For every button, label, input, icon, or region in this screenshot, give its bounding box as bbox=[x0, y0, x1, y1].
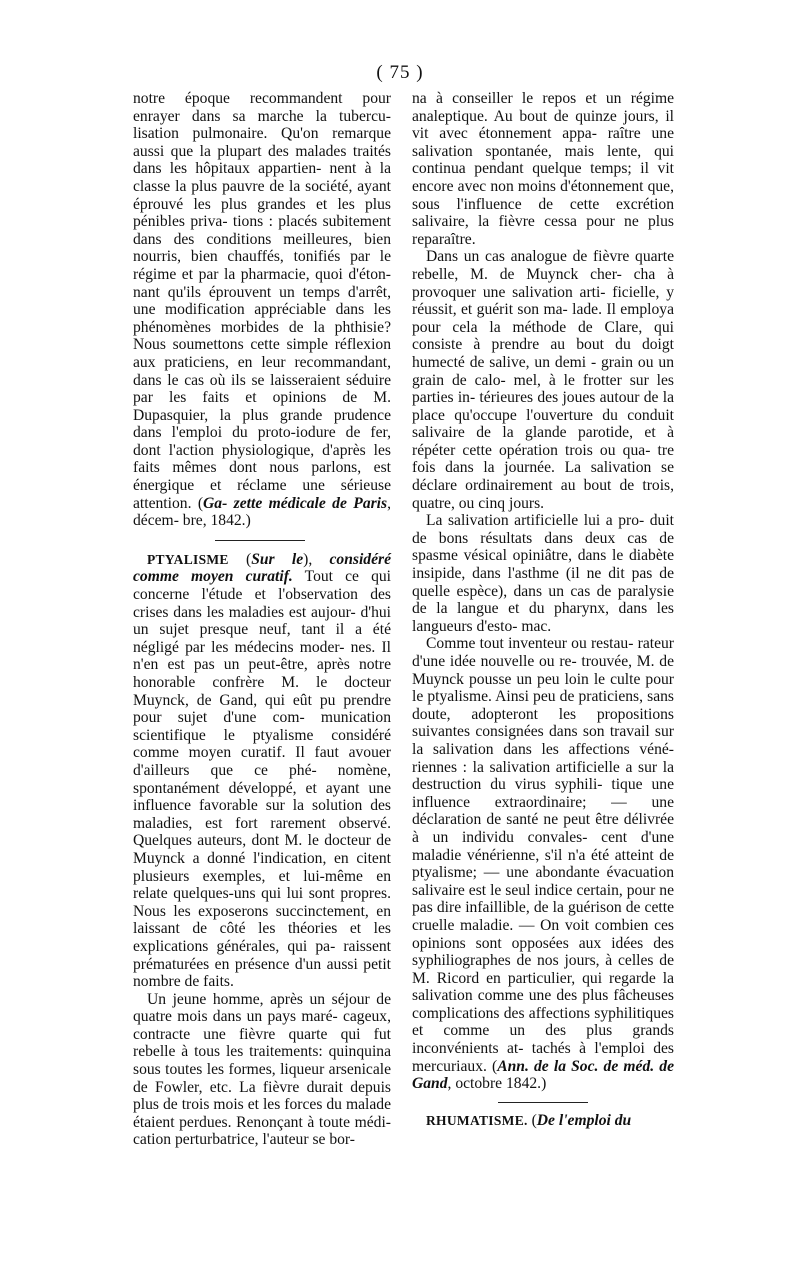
paragraph-ptyalisme bbox=[133, 551, 391, 991]
paragraph-jeune-homme: Un jeune homme, après un séjour de quatre mois dans un pays maré- cageux, contracte une fièvre quarte qui fut rebelle à tous les traitements: quinquina sous toutes les formes, liqueur arsenicale de Fowler, etc. La fièvre durait depuis plus de trois mois et les forces du malade étaient perdues. Renonçant à toute médi- cation perturbatrice, l'auteur se bor- bbox=[133, 990, 391, 1149]
paragraph-text: Comme tout inventeur ou restau- rateur d'une idée nouvelle ou re- trouvée, M. de Muynck pousse un peu loin le culte pour le ptyalisme. Ainsi peu de praticiens, sans doute, adopteront les propositions suivantes consignées dans son travail sur la salivation dans les affections véné- riennes : la salivation artificielle a sur la destruction du virus syphili- tique une influence extraordinaire; — une déclaration de santé ne peut être délivrée à un individu convales- cent d'une maladie vénérienne, s'il n'a été atteint de ptyalisme; — une abondante évacuation salivaire est le seul indice certain, pour ne pas dire infaillible, de la guérison de cette cruelle maladie. — On voit combien ces opinions sont opposées aux idées des syphiliographes de nos jours, à celles de M. Ricord en particulier, qui regarde la salivation comme une des plus fâcheuses complications des affections syphilitiques et comme un des plus grands inconvénients at- tachés à l'emploi des mercuriaux. ( bbox=[412, 635, 674, 1075]
source-citation: Ga- zette médicale de Paris bbox=[203, 494, 388, 512]
heading-paren-open: ( bbox=[527, 1111, 537, 1129]
paragraph-repos: na à conseiller le repos et un régime analeptique. Au bout de quinze jours, il vit avec étonnement appa- raître une salivation spontanée, mais lente, qui continua pendant quelque temps; il vit encore avec non moins d'étonnement que, sous l'influence de cette excrétion salivaire, la fièvre cessa pour ne plus reparaître. bbox=[412, 90, 674, 248]
left-column bbox=[133, 90, 391, 1149]
section-divider bbox=[498, 1102, 588, 1103]
paragraph-cas-analogue: Dans un cas analogue de fièvre quarte rebelle, M. de Muynck cher- cha à provoquer une salivation arti- ficielle, y réussit, et guérit son ma- lade. Il employa pour cela la méthode de Clare, qui consiste à prendre au bout du doigt humecté de salive, un demi - grain ou un grain de calo- mel, à le frotter sur les parties in- térieures des joues autour de la place qu'occupe l'ouverture du conduit salivaire de la glande parotide, et à répéter cette opération trois ou qua- tre fois dans la journée. La salivation se déclare ordinairement au bout de trois, quatre, ou cinq jours. bbox=[412, 248, 674, 512]
citation-date: , octobre 1842.) bbox=[447, 1075, 547, 1093]
right-column bbox=[412, 90, 674, 1129]
source-citation: Ann. de la Soc. de méd. de Gand bbox=[412, 1057, 674, 1093]
paragraph-rhumatisme bbox=[412, 1112, 674, 1130]
paragraph-text: notre époque recommandent pour enrayer dans sa marche la tubercu- lisation pulmonaire. Qu'on remarque aussi que la plupart des malades traités dans les hôpitaux appartien- nent à la classe la plus pauvre de la société, ayant éprouvé les plus grandes et les plus pénibles priva- tions : placés subitement dans des conditions meilleures, bien nourris, bien chauffés, tonifiés par le régime et par la pharmacie, quoi d'éton- nant qu'ils éprouvent un temps d'arrêt, une modification appréciable dans les phénomènes morbides de la phthisie? Nous soumettons cette simple réflexion aux praticiens, en leur recommandant, dans le cas où ils se laisseraient séduire par les faits et opinions de M. Dupasquier, la plus grande prudence dans l'emploi du proto-iodure de fer, dont l'action physiologique, d'après les faits mêmes dont nous parlons, est énergique et réclame une sérieuse attention. ( bbox=[133, 90, 391, 512]
section-subtitle-ptyalisme: considéré comme moyen curatif. bbox=[133, 550, 391, 586]
section-heading-ptyalisme: PTYALISME bbox=[147, 551, 229, 567]
paragraph-salivation-artificielle: La salivation artificielle lui a pro- duit de bons résultats dans deux cas de spasme vésical opiniâtre, dans le diabète insipide, dans l'asthme (il ne dit pas de quelle espèce), dans un cas de paralysie de la langue et du pharynx, dans les langueurs d'esto- mac. bbox=[412, 512, 674, 635]
section-subtitle-rhumatisme: De l'emploi du bbox=[536, 1111, 632, 1129]
page-number: ( 75 ) bbox=[376, 62, 424, 83]
section-divider bbox=[215, 540, 305, 541]
paragraph-phthisie bbox=[133, 90, 391, 530]
heading-paren-open: ( bbox=[228, 550, 252, 568]
citation-date: , décem- bre, 1842.) bbox=[133, 494, 391, 530]
heading-paren-close: ), bbox=[303, 550, 330, 568]
paragraph-inventeur bbox=[412, 635, 674, 1092]
heading-sur: Sur le bbox=[251, 550, 304, 568]
section-heading-rhumatisme: RHUMATISME. bbox=[426, 1112, 528, 1128]
paragraph-text: Tout ce qui concerne l'étude et l'observation des crises dans les maladies est aujour- d'hui un sujet presque neuf, tant il a été négligé par les médecins moder- nes. Il n'en est pas un peut-être, après notre honorable confrère M. le docteur Muynck, de Gand, qui eût pu prendre pour sujet d'une com- munication scientifique le ptyalisme considéré comme moyen curatif. Il faut avouer d'ailleurs que ce phé- nomène, spontanément développé, et ayant une influence favorable sur la solution des maladies, est fort rarement observé. Quelques auteurs, dont M. le docteur de Muynck a donné l'indication, en citent plusieurs exemples, et lui-même en relate quelques-uns qui lui sont propres. Nous les exposerons succinctement, en laissant de côté les théories et les explications générales, qui pa- raissent prématurées en présence d'un aussi petit nombre de faits. bbox=[133, 568, 391, 991]
